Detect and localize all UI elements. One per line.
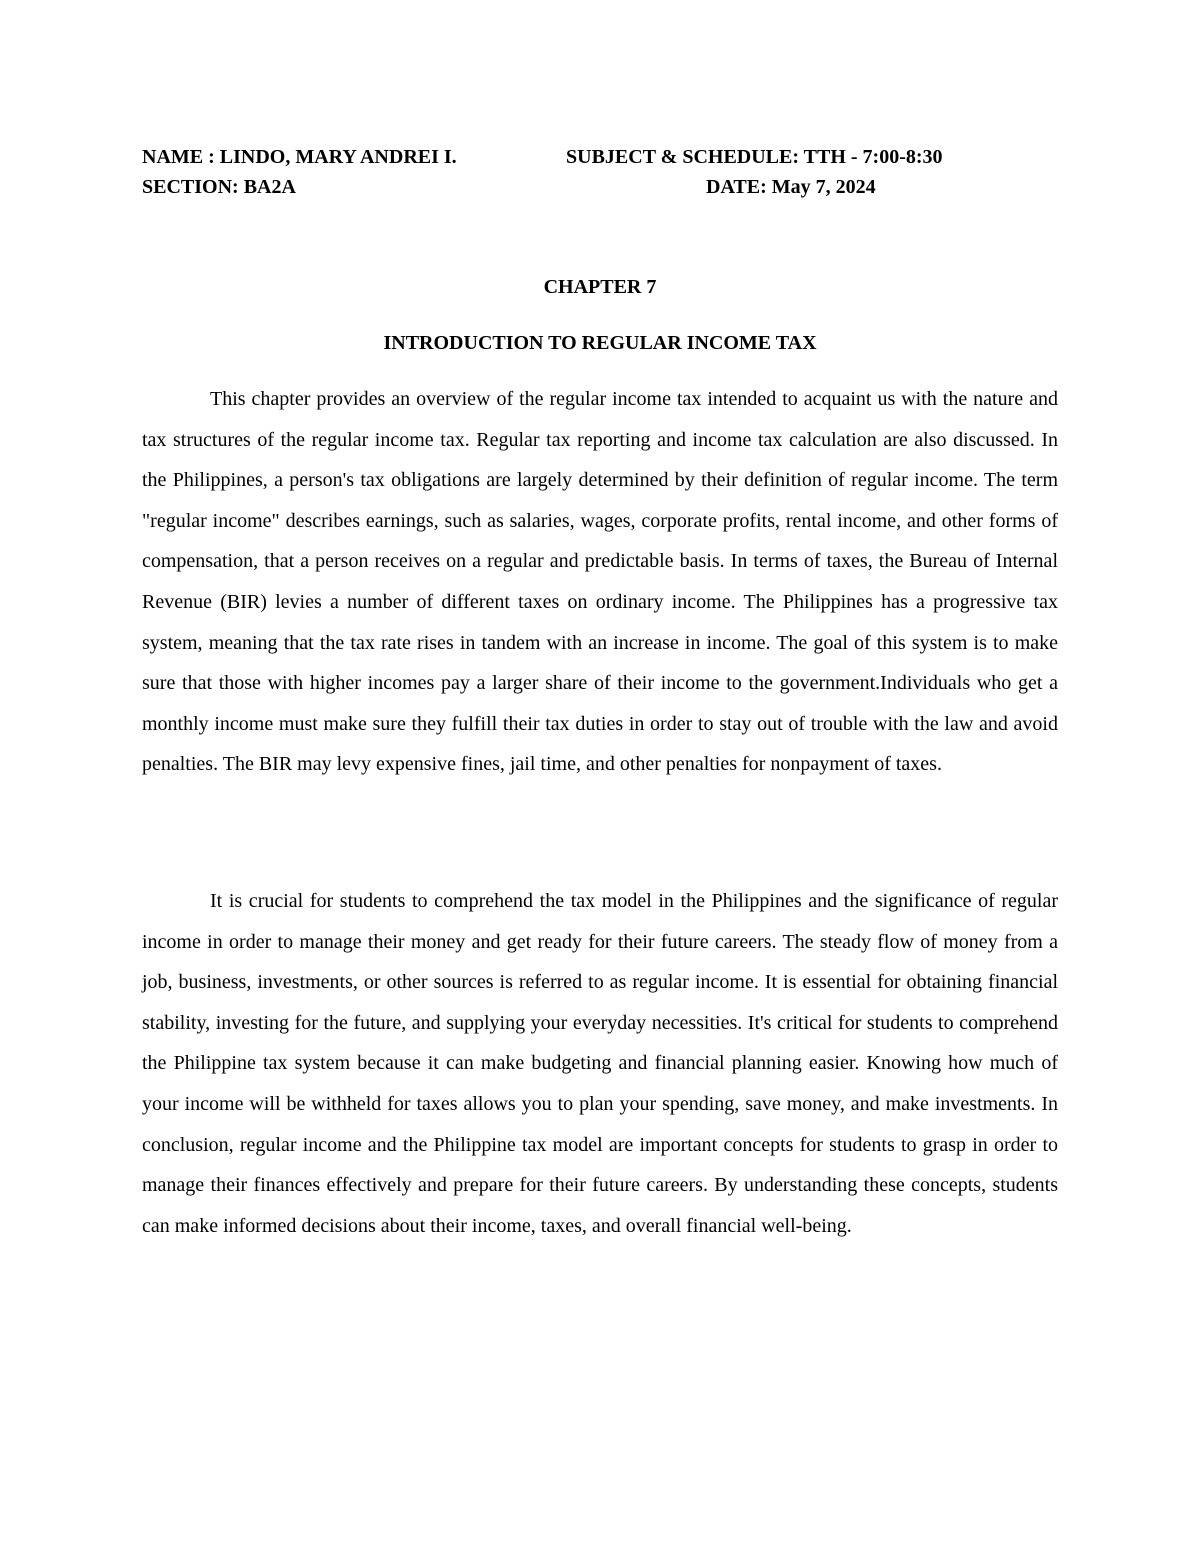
date: DATE: May 7, 2024 (706, 176, 876, 198)
paragraph-2: It is crucial for students to comprehend the tax model in the Philippines and the significance of regular income in order to manage their money and get ready for their future careers. The steady flow of money from a job, business, investments, or other sources is referred to as regular income. It is essential for obtaining financial stability, investing for the future, and supplying your everyday necessities. It's critical for students to comprehend the Philippine tax system because it can make budgeting and financial planning easier. Knowing how much of your income will be withheld for taxes allows you to plan your spending, save money, and make investments. In conclusion, regular income and the Philippine tax model are important concepts for students to grasp in order to manage their finances effectively and prepare for their future careers. By understanding these concepts, students can make informed decisions about their income, taxes, and overall financial well-being. (142, 890, 1058, 1237)
student-name: NAME : LINDO, MARY ANDREI I. (142, 146, 457, 168)
subject-schedule: SUBJECT & SCHEDULE: TTH - 7:00-8:30 (566, 146, 943, 168)
header-row-1 (142, 142, 1062, 172)
chapter-title: INTRODUCTION TO REGULAR INCOME TAX (383, 332, 817, 354)
document-header (142, 142, 1062, 202)
chapter-number: CHAPTER 7 (543, 276, 657, 298)
header-row-2 (142, 172, 1062, 202)
section: SECTION: BA2A (142, 176, 296, 198)
paragraph-1: This chapter provides an overview of the regular income tax intended to acquaint us with the nature and tax structures of the regular income tax. Regular tax reporting and income tax calculation are also discussed. In the Philippines, a person's tax obligations are largely determined by their definition of regular income. The term "regular income" describes earnings, such as salaries, wages, corporate profits, rental income, and other forms of compensation, that a person receives on a regular and predictable basis. In terms of taxes, the Bureau of Internal Revenue (BIR) levies a number of different taxes on ordinary income. The Philippines has a progressive tax system, meaning that the tax rate rises in tandem with an increase in income. The goal of this system is to make sure that those with higher incomes pay a larger share of their income to the government.Individuals who get a monthly income must make sure they fulfill their tax duties in order to stay out of trouble with the law and avoid penalties. The BIR may levy expensive fines, jail time, and other penalties for nonpayment of taxes. (142, 388, 1058, 776)
